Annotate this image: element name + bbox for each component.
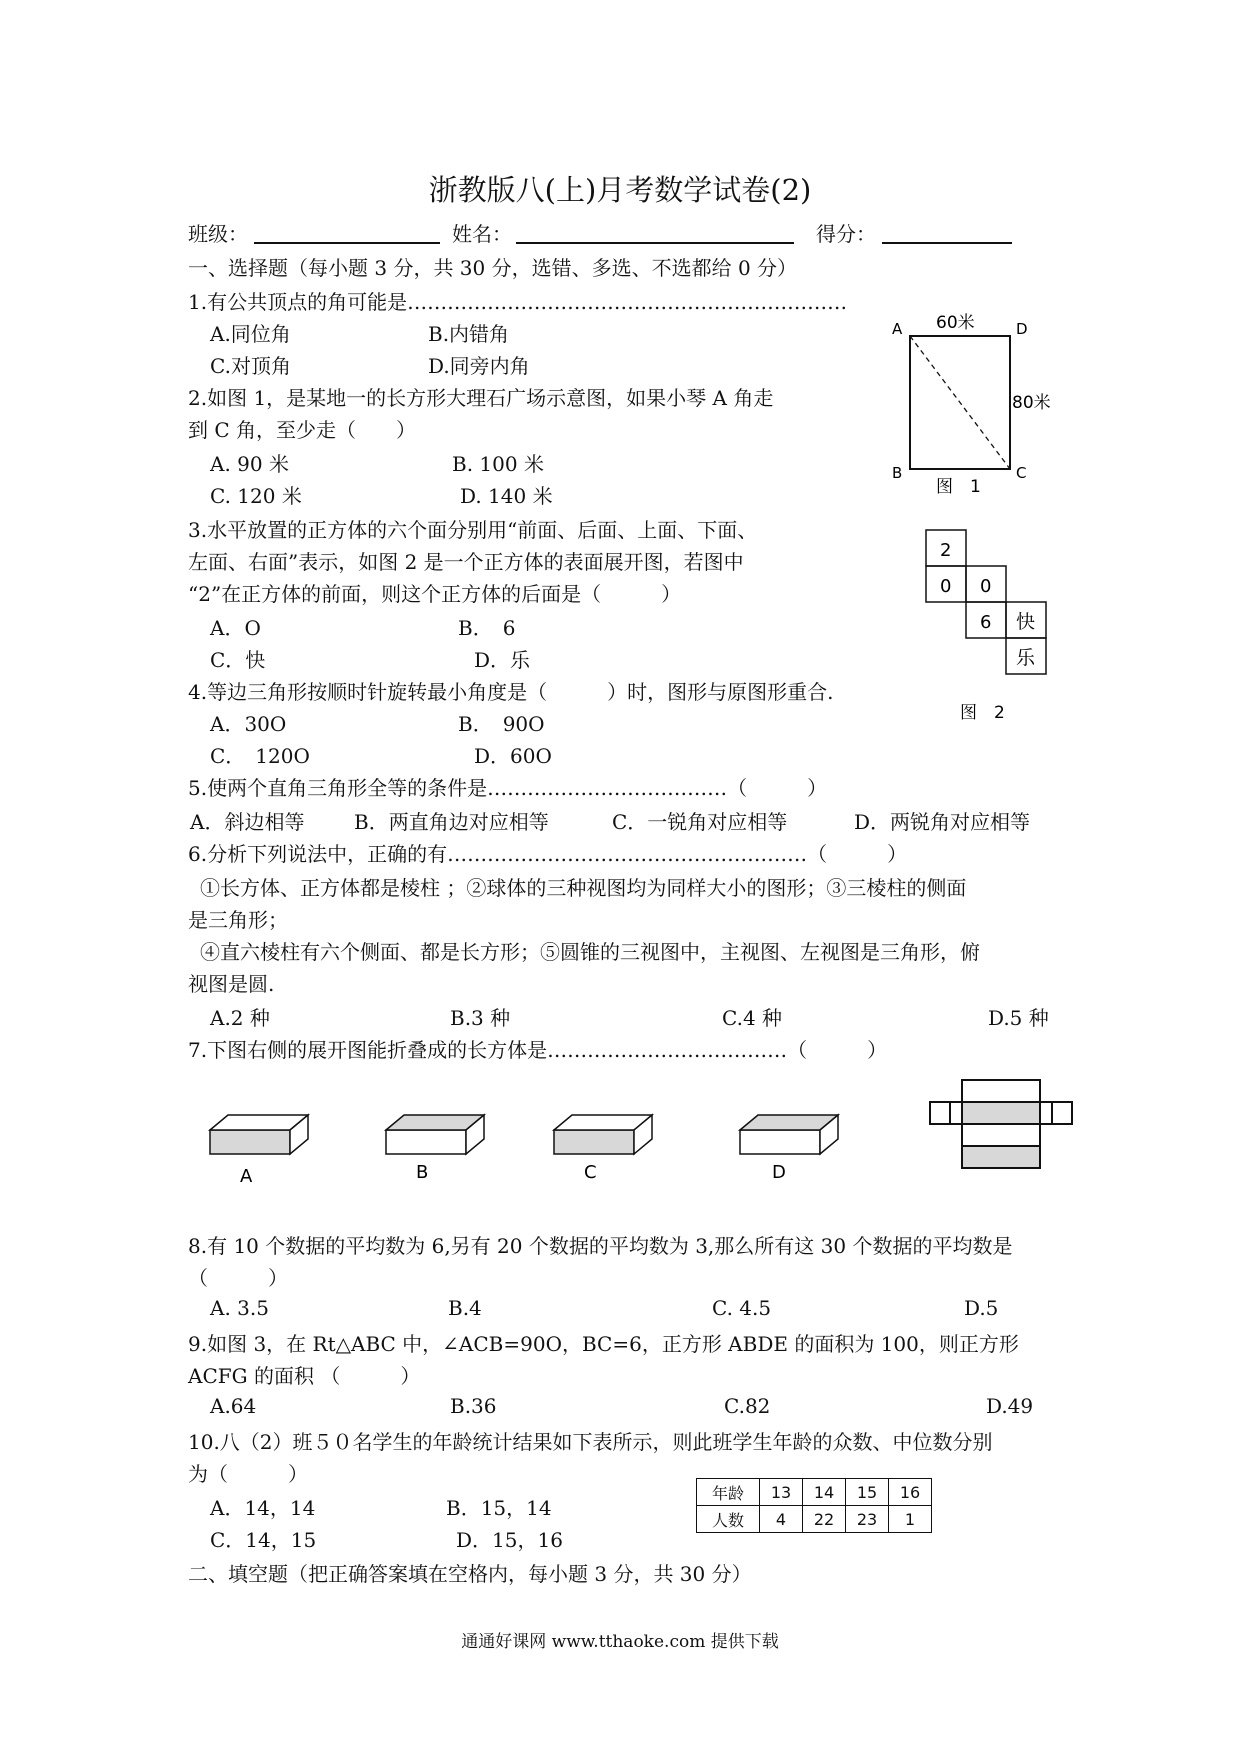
q6-statement-line4: 视图是圆. — [188, 972, 275, 996]
age-table-cell: 1 — [889, 1506, 932, 1533]
figure-1-diagonal — [910, 336, 1010, 469]
net-label-2: 0 — [940, 576, 952, 597]
box-label-a: A — [240, 1166, 253, 1187]
figure-1-vertex-b: B — [892, 464, 903, 482]
figure-1-vertex-d: D — [1016, 320, 1028, 338]
age-table-cell: 14 — [803, 1479, 846, 1506]
q9-option-d: D.49 — [986, 1394, 1034, 1418]
q3-stem-line2: 左面、右面”表示，如图 2 是一个正方体的表面展开图，若图中 — [188, 550, 744, 574]
age-table-cell: 15 — [846, 1479, 889, 1506]
q3-option-b: B． 6 — [458, 616, 516, 640]
q5-option-b: B．两直角边对应相等 — [354, 810, 549, 834]
q5-option-d: D．两锐角对应相等 — [854, 810, 1031, 834]
q9-option-c: C.82 — [724, 1394, 771, 1418]
figure-1-vertex-c: C — [1016, 464, 1027, 482]
q1-option-b: B.内错角 — [428, 322, 510, 346]
q7-stem: 7.下图右侧的展开图能折叠成的长方体是………………………………（ ） — [188, 1038, 888, 1062]
q10-stem-line1: 10.八（2）班５０名学生的年龄统计结果如下表所示，则此班学生年龄的众数、中位数分别 — [188, 1430, 993, 1454]
q8-option-d: D.5 — [964, 1296, 999, 1320]
q4-option-a: A．30O — [210, 712, 287, 736]
q6-statement-line1: ①长方体、正方体都是棱柱 ；②球体的三种视图均为同样大小的图形；③三棱柱的侧面 — [200, 876, 967, 900]
q2-stem-line1: 2.如图 1，是某地一的长方形大理石广场示意图，如果小琴 A 角走 — [188, 386, 774, 410]
cuboid-net — [930, 1080, 1072, 1168]
class-blank[interactable] — [254, 242, 440, 244]
q1-option-c: C.对顶角 — [210, 354, 291, 378]
age-table-cell: 13 — [760, 1479, 803, 1506]
q10-option-b: B．15，14 — [446, 1496, 552, 1520]
box-label-b: B — [416, 1162, 429, 1183]
figure-2-caption: 图 2 — [960, 703, 1005, 723]
figure-2-cube-net — [916, 528, 1066, 728]
q6-option-b: B.3 种 — [450, 1006, 511, 1030]
net-label-4: 6 — [980, 612, 992, 633]
class-label: 班级： — [188, 222, 248, 246]
q8-stem-line2: （ ） — [188, 1266, 288, 1290]
box-label-d: D — [772, 1162, 786, 1183]
q8-option-b: B.4 — [448, 1296, 482, 1320]
q6-stem: 6.分析下列说法中，正确的有………………………………………………（ ） — [188, 842, 908, 866]
q8-option-a: A. 3.5 — [210, 1296, 269, 1320]
net-label-5: 快 — [1016, 611, 1036, 633]
q4-stem: 4.等边三角形按顺时针旋转最小角度是（ ）时，图形与原图形重合. — [188, 680, 834, 704]
q4-option-d: D．60O — [474, 744, 552, 768]
section-1-heading: 一、选择题（每小题 3 分，共 30 分，选错、多选、不选都给 0 分） — [188, 256, 798, 280]
q3-stem-line3: “2”在正方体的前面，则这个正方体的后面是（ ） — [188, 582, 682, 606]
q7-figures — [200, 1070, 1100, 1190]
q9-stem-line2: ACFG 的面积 （ ） — [188, 1364, 421, 1388]
q10-option-d: D．15，16 — [456, 1528, 563, 1552]
q10-option-c: C．14，15 — [210, 1528, 317, 1552]
age-table-header: 年龄 — [697, 1479, 760, 1506]
net-label-6: 乐 — [1016, 647, 1036, 669]
q4-option-b: B． 90O — [458, 712, 545, 736]
q5-option-c: C．一锐角对应相等 — [612, 810, 788, 834]
net-label-1: 2 — [940, 540, 952, 561]
q6-option-a: A.2 种 — [210, 1006, 270, 1030]
box-a — [210, 1115, 308, 1154]
q6-statement-line2: 是三角形； — [188, 908, 288, 932]
age-table-cell: 4 — [760, 1506, 803, 1533]
q5-option-a: A．斜边相等 — [190, 810, 305, 834]
page-title: 浙教版八(上)月考数学试卷(2) — [428, 173, 812, 207]
age-table-row-age — [697, 1479, 932, 1506]
page-footer: 通通好课网 www.tthaoke.com 提供下载 — [461, 1632, 779, 1652]
age-table-header: 人数 — [697, 1506, 760, 1533]
q5-stem: 5.使两个直角三角形全等的条件是………………………………（ ） — [188, 776, 828, 800]
q6-option-c: C.4 种 — [722, 1006, 783, 1030]
score-blank[interactable] — [882, 242, 1012, 244]
q10-stem-line2: 为（ ） — [188, 1462, 308, 1486]
age-table-cell: 22 — [803, 1506, 846, 1533]
q4-option-c: C． 120O — [210, 744, 310, 768]
name-blank[interactable] — [516, 242, 794, 244]
section-2-heading: 二、填空题（把正确答案填在空格内，每小题 3 分，共 30 分） — [188, 1562, 752, 1586]
q1-option-a: A.同位角 — [210, 322, 291, 346]
figure-1-top-label: 60米 — [936, 313, 975, 333]
q3-stem-line1: 3.水平放置的正方体的六个面分别用“前面、后面、上面、下面、 — [188, 518, 758, 542]
q3-option-d: D．乐 — [474, 648, 531, 672]
q6-statement-line3: ④直六棱柱有六个侧面、都是长方形；⑤圆锥的三视图中，主视图、左视图是三角形，俯 — [200, 940, 980, 964]
age-table-cell: 16 — [889, 1479, 932, 1506]
box-d — [740, 1115, 838, 1154]
box-label-c: C — [584, 1162, 597, 1183]
q2-option-c: C. 120 米 — [210, 484, 302, 508]
box-c — [554, 1115, 652, 1154]
q9-option-b: B.36 — [450, 1394, 497, 1418]
q2-option-d: D. 140 米 — [460, 484, 553, 508]
q2-stem-line2: 到 C 角，至少走（ ） — [188, 418, 417, 442]
figure-1-vertex-a: A — [892, 320, 903, 338]
net-label-3: 0 — [980, 576, 992, 597]
age-table-row-count — [697, 1506, 932, 1533]
q9-option-a: A.64 — [210, 1394, 257, 1418]
q8-stem-line1: 8.有 10 个数据的平均数为 6,另有 20 个数据的平均数为 3,那么所有这 30 个数据的平均数是 — [188, 1234, 1013, 1258]
figure-1-rectangle — [880, 306, 1060, 506]
q2-option-b: B. 100 米 — [452, 452, 544, 476]
q1-option-d: D.同旁内角 — [428, 354, 530, 378]
q1-stem: 1.有公共顶点的角可能是………………………………………………………… — [188, 290, 848, 314]
q8-option-c: C. 4.5 — [712, 1296, 772, 1320]
age-table — [696, 1478, 932, 1533]
age-table-cell: 23 — [846, 1506, 889, 1533]
q3-option-a: A．O — [210, 616, 261, 640]
q3-option-c: C．快 — [210, 648, 266, 672]
box-b — [386, 1115, 484, 1154]
name-label: 姓名： — [452, 222, 512, 246]
q2-option-a: A. 90 米 — [210, 452, 289, 476]
q9-stem-line1: 9.如图 3，在 Rt△ABC 中，∠ACB=90O，BC=6，正方形 ABDE 的面积为 100，则正方形 — [188, 1332, 1019, 1356]
q6-option-d: D.5 种 — [988, 1006, 1049, 1030]
q10-option-a: A．14，14 — [210, 1496, 316, 1520]
figure-1-right-label: 80米 — [1012, 393, 1051, 413]
figure-1-caption: 图 1 — [936, 477, 981, 497]
score-label: 得分： — [816, 222, 876, 246]
